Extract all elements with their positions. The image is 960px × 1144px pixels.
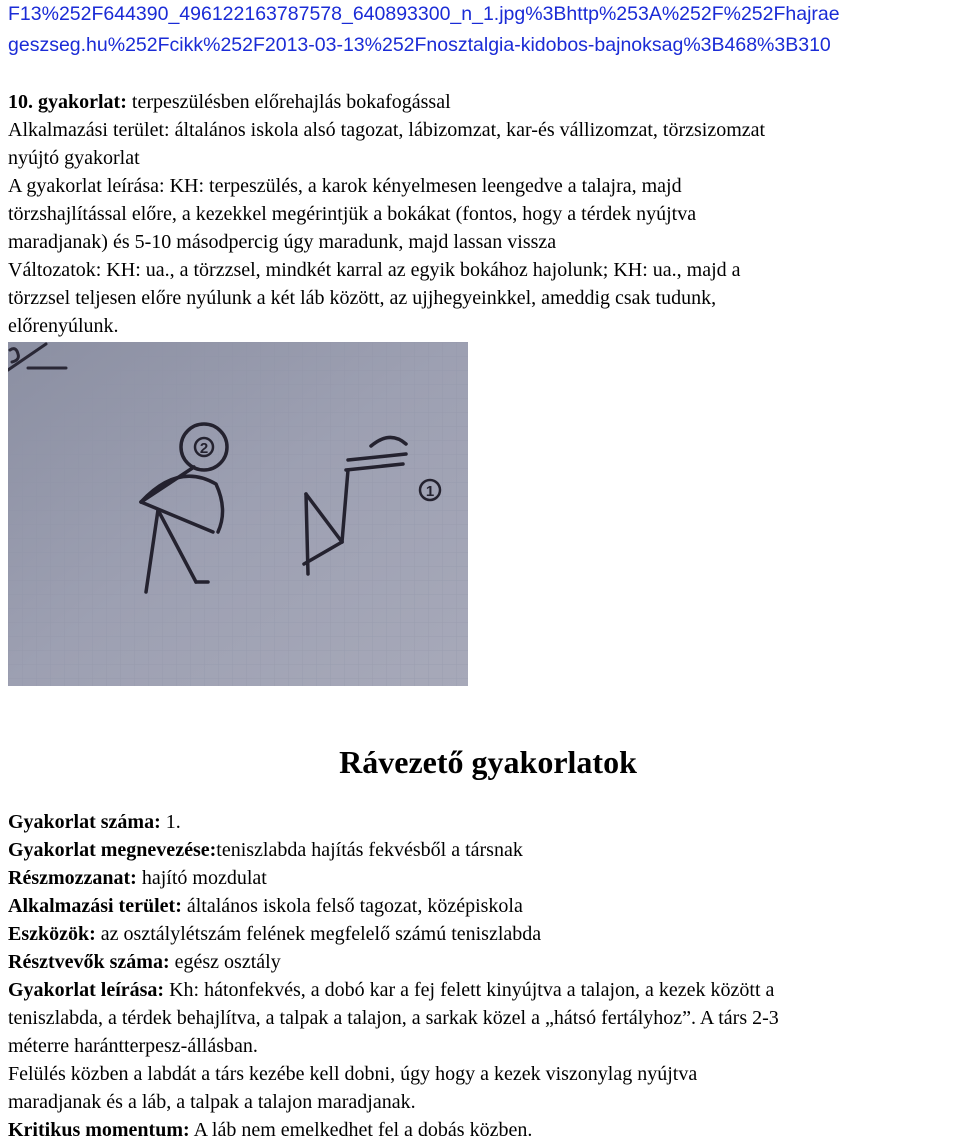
exercise10-variations-line-2: törzzsel teljesen előre nyúlunk a két láb között, az ujjhegyeinkkel, ameddig csak tudunk, xyxy=(8,287,717,309)
exercise10-title: terpeszülésben előrehajlás bokafogással xyxy=(126,91,451,113)
exercise1-critical-line xyxy=(8,1116,532,1144)
exercise10-description-line-3: maradjanak) és 5-10 másodpercig úgy maradunk, majd lassan vissza xyxy=(8,231,557,253)
exercise1-participants-value: egész osztály xyxy=(169,951,281,973)
exercise1-critical-label: Kritikus momentum: xyxy=(8,1119,190,1141)
exercise1-name-label: Gyakorlat megnevezése: xyxy=(8,839,217,861)
exercise1-description-label: Gyakorlat leírása: xyxy=(8,979,165,1001)
exercise1-area-label: Alkalmazási terület: xyxy=(8,895,182,917)
marker-one-label: 1 xyxy=(425,483,435,500)
exercise10-variations-line-3: előrenyúlunk. xyxy=(8,315,119,337)
exercise1-description-line-4: Felülés közben a labdát a társ kezébe kell dobni, úgy hogy a kezek viszonylag nyújtva xyxy=(8,1063,698,1085)
source-url-line-2[interactable]: geszseg.hu%252Fcikk%252F2013-03-13%252Fnosztalgia-kidobos-bajnoksag%3B468%3B310 xyxy=(8,34,831,56)
exercise1-name-value: teniszlabda hajítás fekvésből a társnak xyxy=(216,839,523,861)
exercise1-name-line xyxy=(8,836,523,864)
exercise1-tools-line xyxy=(8,920,541,948)
exercise1-description-line-1 xyxy=(8,976,774,1004)
exercise10-description-line-1: A gyakorlat leírása: KH: terpeszülés, a karok kényelmesen leengedve a talajra, majd xyxy=(8,175,682,197)
marker-two-label: 2 xyxy=(199,440,209,457)
exercise10-title-line xyxy=(8,88,451,116)
exercise10-description-line-2: törzshajlítással előre, a kezekkel megérintjük a bokákat (fontos, hogy a térdek nyújtva xyxy=(8,203,697,225)
exercise1-number-line xyxy=(8,808,181,836)
exercise1-area-value: általános iskola felső tagozat, középiskola xyxy=(181,895,523,917)
exercise-sketch-photo xyxy=(8,342,468,686)
exercise1-part-label: Részmozzanat: xyxy=(8,867,137,889)
exercise1-description-value-1: Kh: hátonfekvés, a dobó kar a fej felett kinyújtva a talajon, a kezek között a xyxy=(164,979,775,1001)
exercise1-critical-value: A láb nem emelkedhet fel a dobás közben. xyxy=(189,1119,533,1141)
exercise10-number-label: 10. gyakorlat: xyxy=(8,91,127,113)
source-url-line-1[interactable]: F13%252F644390_496122163787578_640893300_n_1.jpg%3Bhttp%253A%252F%252Fhajrae xyxy=(8,3,840,25)
exercise1-description-line-3: méterre harántterpesz-állásban. xyxy=(8,1035,258,1057)
exercise10-area-line-1: Alkalmazási terület: általános iskola alsó tagozat, lábizomzat, kar-és vállizomzat, törzsizomzat xyxy=(8,119,766,141)
exercise1-number-label: Gyakorlat száma: xyxy=(8,811,161,833)
exercise1-number-value: 1. xyxy=(160,811,181,833)
section-heading: Rávezető gyakorlatok xyxy=(339,744,637,780)
paper-grid xyxy=(8,342,468,686)
exercise10-area-line-2: nyújtó gyakorlat xyxy=(8,147,140,169)
exercise1-part-line xyxy=(8,864,267,892)
exercise1-participants-label: Résztvevők száma: xyxy=(8,951,170,973)
exercise1-participants-line xyxy=(8,948,281,976)
exercise1-description-line-2: teniszlabda, a térdek behajlítva, a talpak a talajon, a sarkak közel a „hátsó fertályhoz”. A társ 2-3 xyxy=(8,1007,779,1029)
exercise1-tools-label: Eszközök: xyxy=(8,923,96,945)
exercise1-description-line-5: maradjanak és a láb, a talpak a talajon maradjanak. xyxy=(8,1091,416,1113)
exercise1-tools-value: az osztálylétszám felének megfelelő számú teniszlabda xyxy=(95,923,542,945)
exercise1-part-value: hajító mozdulat xyxy=(136,867,267,889)
exercise1-area-line xyxy=(8,892,523,920)
exercise10-variations-line-1: Változatok: KH: ua., a törzzsel, mindkét karral az egyik bokához hajolunk; KH: ua., majd a xyxy=(8,259,741,281)
